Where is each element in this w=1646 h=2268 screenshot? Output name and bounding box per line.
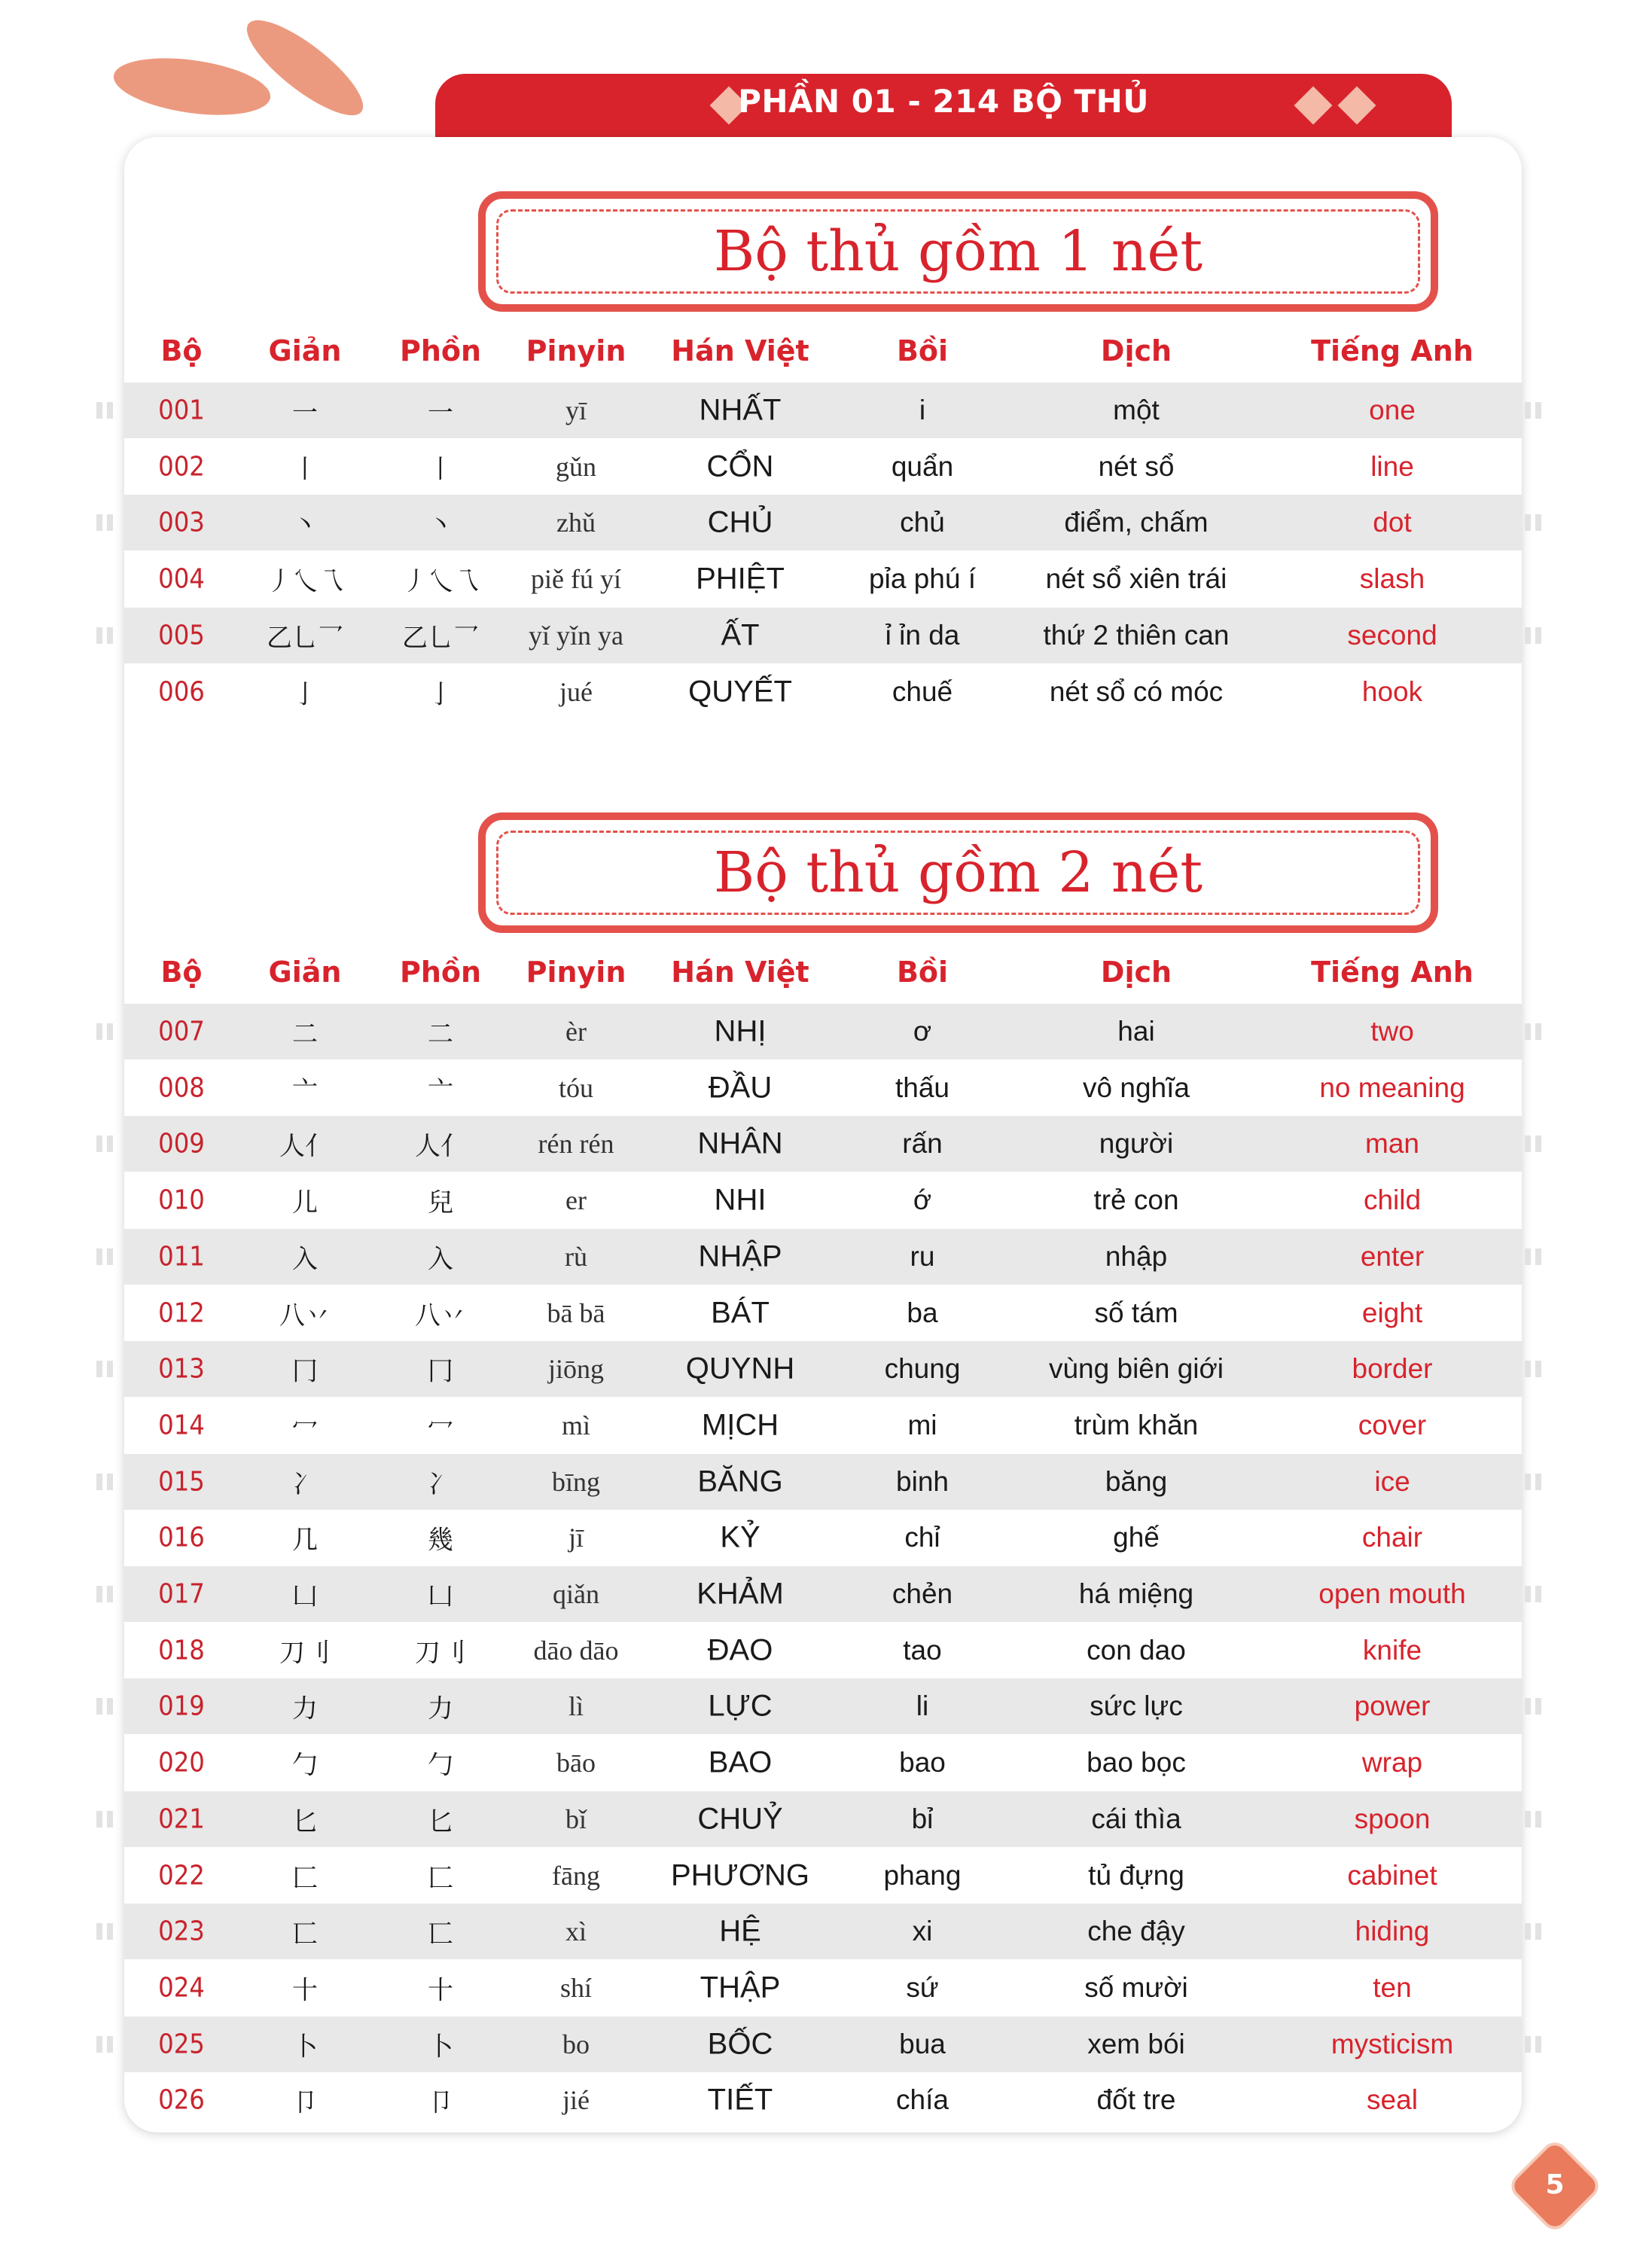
cell-boi: i — [919, 395, 926, 425]
table-row — [124, 1678, 1522, 1734]
cell-boi: pỉa phú í — [869, 563, 976, 595]
cell-english: cover — [1358, 1409, 1427, 1440]
cell-pinyin: jué — [559, 676, 593, 707]
cell-english: slash — [1359, 563, 1425, 595]
cell-traditional: 八丷 — [415, 1300, 466, 1331]
cell-simplified: 人亻 — [279, 1131, 331, 1162]
cell-han-viet: NHÂN — [697, 1126, 783, 1160]
cell-han-viet: HỆ — [719, 1914, 761, 1948]
cell-translation: ghế — [1113, 1522, 1160, 1553]
cell-pinyin: yī — [565, 395, 587, 425]
cell-han-viet: BAO — [708, 1745, 773, 1779]
cell-simplified: 丶 — [292, 510, 318, 541]
cell-simplified: 几 — [292, 1525, 318, 1556]
cell-english: power — [1354, 1690, 1431, 1722]
cell-simplified: 匸 — [292, 1919, 318, 1949]
cell-translation: nhập — [1105, 1240, 1168, 1272]
cell-english: mysticism — [1331, 2028, 1454, 2059]
cell-simplified: 刀刂 — [279, 1638, 331, 1669]
cell-han-viet: BỐC — [707, 2027, 773, 2061]
cell-simplified: 匚 — [292, 1863, 318, 1893]
decorative-dots — [1525, 627, 1541, 644]
cell-boi: bua — [899, 2028, 946, 2059]
cell-boi: binh — [896, 1465, 949, 1497]
cell-english: hiding — [1355, 1916, 1430, 1947]
cell-han-viet: MỊCH — [701, 1408, 779, 1442]
cell-english: dot — [1373, 507, 1412, 538]
cell-english: open mouth — [1318, 1578, 1466, 1609]
cell-boi: ba — [907, 1297, 938, 1328]
cell-han-viet: KỶ — [720, 1520, 761, 1554]
cell-translation: che đậy — [1087, 1916, 1185, 1947]
column-header-traditional: Phồn — [399, 956, 482, 989]
table-row — [124, 1848, 1522, 1904]
cell-traditional: 冫 — [428, 1469, 453, 1500]
cell-english: chair — [1361, 1522, 1423, 1553]
cell-pinyin: qiǎn — [553, 1579, 599, 1609]
cell-id: 007 — [158, 1016, 205, 1047]
cell-translation: con dao — [1087, 1634, 1186, 1666]
table-header — [124, 334, 1522, 380]
cell-han-viet: CHỦ — [707, 505, 773, 539]
cell-english: child — [1363, 1184, 1422, 1216]
cell-id: 012 — [158, 1297, 205, 1328]
cell-translation: trẻ con — [1093, 1184, 1179, 1216]
cell-traditional: 十 — [428, 1975, 453, 2006]
table-row — [124, 1285, 1522, 1341]
decorative-dots — [1525, 1698, 1541, 1715]
cell-pinyin: zhǔ — [556, 508, 596, 538]
cell-simplified: 十 — [292, 1975, 318, 2006]
cell-simplified: 冫 — [292, 1469, 318, 1500]
column-header-han-viet: Hán Việt — [671, 956, 809, 989]
cell-simplified: 卜 — [292, 2032, 318, 2062]
page-number: 5 — [1545, 2169, 1565, 2200]
chapter-title: PHẦN 01 - 214 BỘ THỦ — [738, 83, 1149, 120]
cell-han-viet: PHIỆT — [696, 562, 785, 596]
cell-pinyin: dāo dāo — [533, 1635, 619, 1666]
cell-translation: tủ đựng — [1088, 1859, 1184, 1891]
decorative-dots — [96, 402, 113, 419]
cell-simplified: 卩 — [292, 2087, 318, 2118]
cell-traditional: 冖 — [428, 1413, 453, 1443]
cell-pinyin: fāng — [552, 1860, 600, 1891]
table-row — [124, 1960, 1522, 2016]
cell-pinyin: jiōng — [547, 1354, 605, 1385]
cell-pinyin: bo — [562, 2029, 590, 2059]
cell-translation: nét sổ có móc — [1049, 675, 1224, 707]
cell-english: ten — [1373, 1971, 1412, 2003]
cell-id: 026 — [158, 2084, 205, 2116]
cell-translation: thứ 2 thiên can — [1043, 619, 1230, 651]
cell-simplified: 勹 — [292, 1750, 318, 1781]
decorative-dots — [96, 514, 113, 531]
table-row — [124, 495, 1522, 550]
cell-id: 025 — [158, 2029, 205, 2060]
cell-simplified: 儿 — [292, 1187, 318, 1218]
decorative-dots — [1525, 1248, 1541, 1265]
cell-han-viet: THẬP — [700, 1971, 781, 2004]
decorative-dots — [1525, 514, 1541, 531]
cell-traditional: 亅 — [428, 679, 453, 709]
decorative-petal-right — [235, 6, 376, 130]
decorative-dots — [1525, 2036, 1541, 2053]
cell-traditional: 凵 — [428, 1581, 453, 1612]
cell-translation: một — [1113, 395, 1160, 425]
cell-id: 015 — [158, 1466, 205, 1498]
cell-han-viet: NHỊ — [714, 1014, 767, 1048]
cell-english: ice — [1374, 1465, 1410, 1497]
cell-id: 016 — [158, 1522, 205, 1553]
cell-simplified: 亠 — [292, 1075, 318, 1106]
cell-han-viet: CHUỶ — [697, 1802, 783, 1836]
cell-translation: trùm khăn — [1074, 1409, 1199, 1440]
cell-han-viet: LỰC — [708, 1689, 773, 1723]
cell-simplified: 冖 — [292, 1413, 318, 1443]
decorative-dots — [96, 2036, 113, 2053]
cell-han-viet: QUYẾT — [688, 675, 792, 708]
table-row — [124, 1004, 1522, 1059]
table-row — [124, 664, 1522, 720]
table-row — [124, 1623, 1522, 1678]
cell-traditional: 亠 — [428, 1075, 453, 1106]
cell-english: two — [1370, 1016, 1414, 1047]
cell-id: 009 — [158, 1128, 205, 1160]
cell-id: 001 — [158, 395, 205, 426]
decorative-dots — [96, 1923, 113, 1940]
cell-boi: ỉ ỉn da — [885, 619, 960, 651]
column-header-english: Tiếng Anh — [1311, 334, 1474, 367]
decorative-dots — [96, 1811, 113, 1828]
cell-han-viet: BĂNG — [697, 1465, 783, 1498]
cell-english: no meaning — [1319, 1072, 1465, 1103]
cell-english: spoon — [1354, 1803, 1431, 1834]
column-header-boi: Bồi — [896, 334, 949, 367]
cell-traditional: 匕 — [428, 1806, 453, 1837]
cell-english: cabinet — [1347, 1859, 1437, 1891]
cell-translation: xem bói — [1087, 2028, 1185, 2059]
cell-pinyin: yǐ yǐn ya — [529, 620, 623, 651]
decorative-dots — [1525, 1923, 1541, 1940]
table-row — [124, 2072, 1522, 2128]
table-row — [124, 1060, 1522, 1116]
cell-id: 019 — [158, 1690, 205, 1722]
table-row — [124, 1229, 1522, 1285]
column-header-han-viet: Hán Việt — [671, 334, 809, 367]
cell-traditional: 丿乀乁 — [402, 566, 479, 597]
table-row — [124, 439, 1522, 495]
cell-boi: bỉ — [911, 1803, 934, 1834]
column-header-pinyin: Pinyin — [526, 956, 626, 989]
table-row — [124, 1398, 1522, 1453]
decorative-dots — [96, 1586, 113, 1602]
cell-traditional: 冂 — [428, 1356, 453, 1387]
cell-simplified: 一 — [292, 398, 318, 428]
column-header-english: Tiếng Anh — [1311, 956, 1474, 989]
table-row — [124, 1341, 1522, 1397]
cell-id: 013 — [158, 1353, 205, 1385]
cell-boi: chía — [896, 2084, 949, 2116]
decorative-dots — [96, 1248, 113, 1265]
column-header-traditional: Phồn — [399, 334, 482, 367]
cell-traditional: 丨 — [428, 454, 453, 485]
table-row — [124, 1791, 1522, 1847]
cell-translation: nét sổ xiên trái — [1045, 563, 1227, 595]
cell-id: 006 — [158, 676, 205, 707]
cell-translation: vùng biên giới — [1048, 1353, 1224, 1385]
cell-pinyin: tóu — [558, 1072, 594, 1103]
cell-boi: chủ — [900, 507, 945, 538]
cell-id: 024 — [158, 1972, 205, 2004]
cell-pinyin: jī — [568, 1523, 584, 1553]
cell-id: 003 — [158, 507, 205, 538]
cell-boi: ru — [910, 1240, 935, 1272]
cell-pinyin: lì — [568, 1691, 584, 1722]
section-title-box — [478, 812, 1438, 933]
cell-boi: ơ — [913, 1016, 932, 1047]
cell-simplified: 力 — [292, 1693, 318, 1724]
cell-traditional: 一 — [428, 398, 453, 428]
cell-translation: hai — [1117, 1016, 1155, 1047]
table-row — [124, 608, 1522, 663]
cell-boi: bao — [899, 1747, 946, 1779]
cell-traditional: 人亻 — [415, 1131, 466, 1162]
table-row — [124, 1510, 1522, 1565]
content-card — [124, 137, 1522, 2132]
column-header-translation: Dịch — [1100, 334, 1172, 367]
decorative-dots — [96, 1136, 113, 1152]
cell-traditional: 丶 — [428, 510, 453, 541]
decorative-dots — [1525, 1586, 1541, 1602]
cell-boi: ớ — [913, 1184, 932, 1216]
cell-english: hook — [1361, 675, 1423, 707]
cell-han-viet: ẤT — [721, 618, 760, 652]
column-header-simplified: Giản — [268, 334, 342, 367]
cell-han-viet: BÁT — [711, 1296, 770, 1329]
table-row — [124, 383, 1522, 438]
cell-pinyin: jié — [562, 2085, 590, 2116]
cell-traditional: 匚 — [428, 1863, 453, 1893]
cell-translation: người — [1099, 1128, 1174, 1160]
cell-id: 010 — [158, 1184, 205, 1216]
table-row — [124, 1454, 1522, 1510]
cell-boi: chuế — [892, 675, 953, 707]
table-row — [124, 1904, 1522, 1959]
cell-translation: há miệng — [1078, 1578, 1194, 1609]
cell-simplified: 八丷 — [279, 1300, 331, 1331]
cell-simplified: 乙乚乛 — [267, 623, 343, 654]
column-header-translation: Dịch — [1100, 956, 1172, 989]
cell-translation: băng — [1105, 1465, 1168, 1497]
cell-boi: chung — [884, 1353, 961, 1385]
cell-traditional: 匸 — [428, 1919, 453, 1949]
cell-english: second — [1347, 619, 1437, 651]
cell-boi: quẩn — [891, 450, 954, 482]
decorative-dots — [96, 1698, 113, 1715]
table-header — [124, 956, 1522, 1001]
cell-simplified: 亅 — [292, 679, 318, 709]
cell-english: enter — [1360, 1240, 1425, 1272]
cell-translation: đốt tre — [1096, 2084, 1176, 2116]
cell-english: knife — [1362, 1634, 1422, 1666]
cell-pinyin: shí — [559, 1972, 593, 2003]
table-row — [124, 1735, 1522, 1791]
cell-english: eight — [1361, 1297, 1423, 1328]
column-header-id: Bộ — [160, 334, 203, 367]
table-row — [124, 1116, 1522, 1172]
column-header-id: Bộ — [160, 956, 203, 989]
table-row — [124, 2017, 1522, 2072]
cell-english: line — [1370, 450, 1414, 482]
cell-boi: chẻn — [892, 1578, 953, 1609]
cell-english: one — [1369, 395, 1416, 425]
cell-english: man — [1365, 1128, 1419, 1160]
cell-english: border — [1352, 1353, 1433, 1385]
cell-boi: tao — [903, 1634, 942, 1666]
cell-han-viet: NHI — [714, 1183, 767, 1217]
decorative-dots — [1525, 1136, 1541, 1152]
cell-translation: điểm, chấm — [1064, 507, 1209, 538]
cell-id: 011 — [158, 1241, 205, 1273]
cell-han-viet: CỔN — [706, 450, 774, 483]
section-title-box — [478, 191, 1438, 312]
cell-simplified: 二 — [292, 1019, 318, 1050]
section-title: Bộ thủ gồm 1 nét — [713, 219, 1203, 284]
cell-han-viet: NHẬP — [698, 1239, 782, 1273]
cell-simplified: 冂 — [292, 1356, 318, 1387]
cell-id: 017 — [158, 1578, 205, 1610]
cell-han-viet: TIẾT — [707, 2083, 773, 2117]
cell-id: 018 — [158, 1635, 205, 1666]
cell-pinyin: er — [565, 1185, 587, 1216]
cell-pinyin: bāo — [556, 1748, 596, 1779]
cell-id: 022 — [158, 1860, 205, 1891]
cell-boi: phang — [883, 1859, 962, 1891]
cell-id: 008 — [158, 1072, 205, 1104]
decorative-dots — [1525, 1361, 1541, 1377]
cell-simplified: 丿乀乁 — [267, 566, 343, 597]
cell-id: 023 — [158, 1916, 205, 1947]
cell-id: 021 — [158, 1803, 205, 1835]
cell-pinyin: bā bā — [547, 1297, 605, 1328]
cell-translation: bao bọc — [1087, 1747, 1186, 1779]
cell-simplified: 丨 — [292, 454, 318, 485]
cell-english: seal — [1367, 2084, 1418, 2116]
decorative-dots — [96, 1361, 113, 1377]
cell-boi: xi — [912, 1916, 933, 1947]
cell-traditional: 勹 — [428, 1750, 453, 1781]
cell-id: 002 — [158, 451, 205, 483]
cell-traditional: 力 — [428, 1693, 453, 1724]
cell-traditional: 二 — [428, 1019, 453, 1050]
cell-translation: sức lực — [1090, 1690, 1183, 1722]
cell-han-viet: PHƯƠNG — [670, 1858, 810, 1892]
cell-translation: cái thìa — [1091, 1803, 1181, 1834]
cell-traditional: 乙乚乛 — [402, 623, 479, 654]
cell-pinyin: gǔn — [556, 451, 596, 482]
cell-pinyin: bǐ — [565, 1803, 587, 1834]
section-title: Bộ thủ gồm 2 nét — [713, 840, 1203, 905]
cell-simplified: 匕 — [292, 1806, 318, 1837]
cell-pinyin: piě fú yí — [531, 564, 621, 595]
cell-han-viet: ĐẦU — [708, 1071, 773, 1105]
cell-translation: vô nghĩa — [1083, 1072, 1190, 1103]
cell-id: 014 — [158, 1410, 205, 1441]
decorative-dots — [1525, 1811, 1541, 1828]
cell-boi: chỉ — [904, 1522, 940, 1553]
cell-traditional: 刀刂 — [415, 1638, 466, 1669]
cell-pinyin: mì — [561, 1410, 591, 1440]
decorative-dots — [1525, 1023, 1541, 1040]
cell-translation: nét sổ — [1098, 450, 1175, 482]
cell-boi: thấu — [895, 1072, 950, 1103]
cell-simplified: 入 — [292, 1244, 318, 1275]
table-row — [124, 1566, 1522, 1622]
decorative-petal-left — [110, 50, 274, 124]
cell-traditional: 幾 — [428, 1525, 453, 1556]
cell-pinyin: rù — [565, 1241, 587, 1272]
cell-boi: mi — [907, 1409, 937, 1440]
column-header-boi: Bồi — [896, 956, 949, 989]
cell-han-viet: KHẢM — [697, 1577, 784, 1611]
cell-translation: số tám — [1094, 1297, 1178, 1328]
cell-english: wrap — [1361, 1747, 1423, 1779]
cell-pinyin: rén rén — [538, 1129, 614, 1160]
column-header-simplified: Giản — [268, 956, 342, 989]
cell-han-viet: NHẤT — [699, 393, 782, 427]
cell-han-viet: QUYNH — [685, 1352, 795, 1385]
cell-id: 005 — [158, 620, 205, 651]
decorative-dots — [1525, 1474, 1541, 1490]
column-header-pinyin: Pinyin — [526, 334, 626, 367]
cell-pinyin: bīng — [551, 1466, 601, 1497]
cell-simplified: 凵 — [292, 1581, 318, 1612]
cell-boi: rấn — [902, 1128, 943, 1160]
cell-pinyin: èr — [565, 1017, 587, 1047]
cell-boi: li — [916, 1690, 929, 1722]
cell-traditional: 入 — [428, 1244, 453, 1275]
cell-pinyin: xì — [565, 1916, 587, 1947]
table-row — [124, 1172, 1522, 1228]
cell-han-viet: ĐAO — [707, 1633, 773, 1667]
cell-id: 020 — [158, 1747, 205, 1779]
cell-boi: sứ — [906, 1971, 939, 2003]
decorative-dots — [1525, 402, 1541, 419]
cell-translation: số mười — [1084, 1971, 1188, 2003]
decorative-dots — [96, 1023, 113, 1040]
page-number-badge — [1510, 2141, 1600, 2231]
cell-id: 004 — [158, 563, 205, 595]
table-row — [124, 551, 1522, 607]
decorative-dots — [96, 627, 113, 644]
decorative-dots — [96, 1474, 113, 1490]
cell-traditional: 卜 — [428, 2032, 453, 2062]
cell-traditional: 兒 — [428, 1187, 453, 1218]
cell-traditional: 卩 — [428, 2087, 453, 2118]
